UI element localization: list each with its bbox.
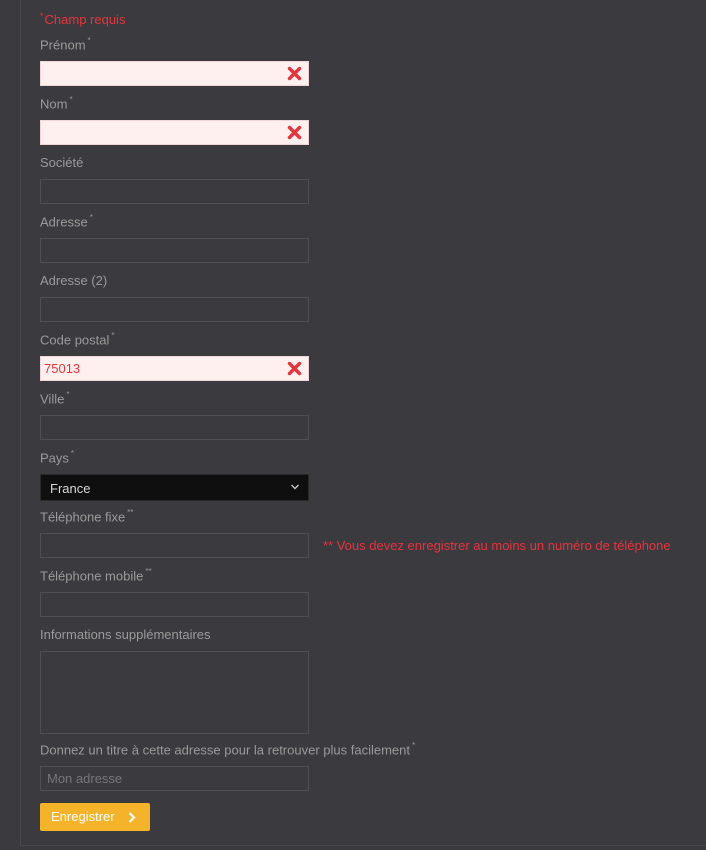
required-mark: * (66, 390, 70, 399)
nom-field[interactable] (40, 120, 309, 145)
code-postal-field[interactable] (40, 356, 309, 381)
label-ville (40, 391, 69, 406)
infos-field[interactable] (40, 651, 309, 734)
tel-fixe-input[interactable] (41, 534, 308, 557)
error-x-icon (287, 125, 302, 140)
ville-field[interactable] (40, 415, 309, 440)
tel-mobile-field[interactable] (40, 592, 309, 617)
label-prenom-text: Prénom (40, 37, 86, 53)
tel-mobile-input[interactable] (41, 593, 308, 616)
label-societe-text: Société (40, 155, 84, 170)
ville-input[interactable] (41, 416, 308, 439)
tel-fixe-field[interactable] (40, 533, 309, 558)
required-mark: * (89, 213, 93, 222)
infos-textarea[interactable] (41, 652, 308, 733)
required-star: * (40, 11, 44, 21)
pays-selected-value: France (50, 481, 91, 496)
chevron-down-icon (290, 482, 300, 492)
chevron-right-icon (128, 812, 136, 823)
error-x-icon (287, 66, 302, 81)
label-nom-text: Nom (40, 96, 68, 112)
titre-field[interactable] (40, 766, 309, 791)
code-postal-input[interactable] (41, 357, 308, 380)
error-x-icon (287, 361, 302, 376)
label-adresse2 (40, 273, 107, 288)
adresse2-input[interactable] (41, 298, 308, 321)
required-mark: ** (145, 567, 152, 576)
label-code-postal-text: Code postal (40, 332, 110, 348)
required-mark: * (70, 449, 75, 458)
label-infos (40, 627, 211, 642)
societe-field[interactable] (40, 179, 309, 204)
phone-requirement-note: ** Vous devez enregistrer au moins un numéro de téléphone (323, 538, 671, 553)
label-nom (40, 96, 73, 111)
adresse-input[interactable] (41, 239, 308, 262)
label-tel-mobile (40, 568, 152, 583)
label-adresse2-text: Adresse (2) (40, 273, 108, 288)
label-pays-text: Pays (40, 450, 69, 466)
label-tel-mobile-text: Téléphone mobile (40, 568, 144, 584)
required-note-text: Champ requis (44, 12, 126, 27)
label-code-postal (40, 332, 115, 347)
prenom-field[interactable] (40, 61, 309, 86)
enregistrer-button[interactable] (40, 803, 150, 831)
nom-input[interactable] (41, 121, 308, 144)
label-titre-text: Donnez un titre à cette adresse pour la retrouver plus facilement (40, 742, 410, 758)
required-mark: ** (127, 508, 134, 517)
required-mark: * (111, 331, 115, 340)
panel-left-border (20, 0, 21, 845)
label-titre (40, 742, 415, 757)
prenom-input[interactable] (41, 62, 308, 85)
label-adresse-text: Adresse (40, 214, 88, 230)
label-adresse (40, 214, 93, 229)
required-note (40, 12, 125, 27)
pays-select[interactable] (40, 474, 309, 501)
label-tel-fixe-text: Téléphone fixe (40, 509, 126, 525)
enregistrer-label: Enregistrer (51, 809, 115, 824)
required-mark: * (411, 741, 416, 750)
required-mark: * (69, 95, 73, 104)
label-infos-text: Informations supplémentaires (40, 627, 211, 642)
label-societe (40, 155, 83, 170)
label-tel-fixe (40, 509, 134, 524)
titre-input[interactable] (41, 767, 308, 790)
label-ville-text: Ville (40, 391, 65, 407)
societe-input[interactable] (41, 180, 308, 203)
panel-bottom-border (20, 845, 706, 846)
label-prenom (40, 37, 91, 52)
label-pays (40, 450, 74, 465)
required-mark: * (87, 36, 91, 45)
adresse-field[interactable] (40, 238, 309, 263)
adresse2-field[interactable] (40, 297, 309, 322)
